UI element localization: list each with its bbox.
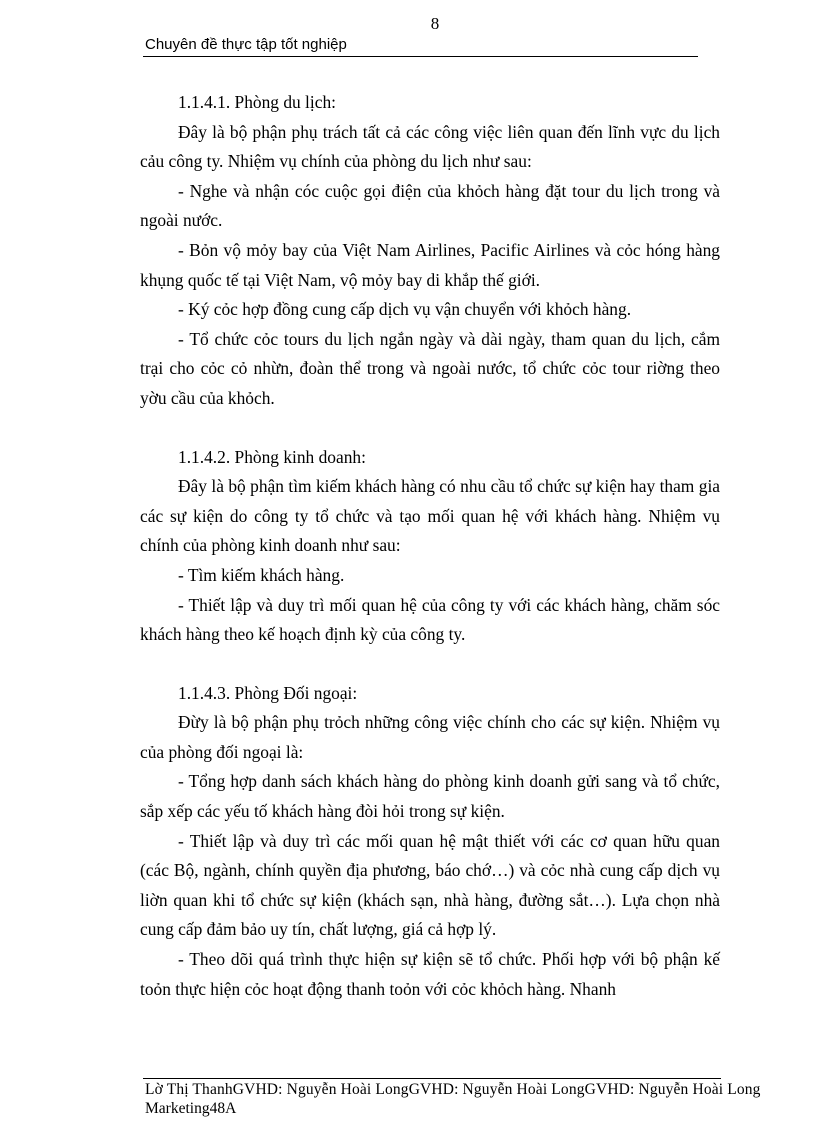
bullet-paragraph: - Ký cỏc hợp đồng cung cấp dịch vụ vận chuyển với khỏch hàng. <box>178 299 632 320</box>
bullet-paragraph: - Thiết lập và duy trì mối quan hệ của công ty với các khách hàng, chăm sóc khách hàng theo kế hoạch định kỳ của công ty. <box>140 594 720 645</box>
section-spacer <box>140 414 720 443</box>
bullet-paragraph: - Tổ chức cỏc tours du lịch ngắn ngày và dài ngày, tham quan du lịch, cắm trại cho cỏc cỏ nhừn, đoàn thể trong và ngoài nước, tổ chức cỏc tour riờng theo yờu cầu của khỏch. <box>140 328 720 408</box>
bullet-paragraph: - Nghe và nhận cóc cuộc gọi điện của khỏch hàng đặt tour du lịch trong và ngoài nước. <box>140 180 720 231</box>
bullet-paragraph: - Theo dõi quá trình thực hiện sự kiện sẽ tổ chức. Phối hợp với bộ phận kế toỏn thực hiện cỏc hoạt động thanh toỏn với cỏc khỏch hàng. Nhanh <box>140 949 720 999</box>
footer-divider <box>143 1078 721 1079</box>
footer-class-line: Marketing48A <box>145 1100 237 1117</box>
section-heading-phong-du-lich: 1.1.4.1. Phòng du lịch: <box>178 92 336 112</box>
bullet-paragraph: - Thiết lập và duy trì các mối quan hệ mật thiết với các cơ quan hữu quan (các Bộ, ngành, chính quyền địa phương, báo chớ…) và cỏc nhà cung cấp dịch vụ liờn quan khi tổ chức sự kiện (khách sạn, nhà hàng, đường sắt…). Lựa chọn nhà cung cấp đảm bảo uy tín, chất lượng, giá cả hợp lý. <box>140 830 720 940</box>
header-title: Chuyên đề thực tập tốt nghiệp <box>145 36 347 53</box>
page-number: 8 <box>430 14 440 33</box>
document-body <box>140 88 720 1004</box>
bullet-paragraph: - Tổng hợp danh sách khách hàng do phòng kinh doanh gửi sang và tổ chức, sắp xếp các yếu tố khách hàng đòi hỏi trong sự kiện. <box>140 771 720 822</box>
paragraph: Đây là bộ phận tìm kiếm khách hàng có nhu cầu tổ chức sự kiện hay tham gia các sự kiện do công ty tổ chức và tạo mối quan hệ với khách hàng. Nhiệm vụ chính của phòng kinh doanh như sau: <box>140 476 720 556</box>
bullet-paragraph: - Bỏn vộ mỏy bay của Việt Nam Airlines, Pacific Airlines và cỏc hóng hàng khụng quốc tế tại Việt Nam, vộ mỏy bay di khắp thế giới. <box>140 239 720 290</box>
section-heading-phong-kinh-doanh: 1.1.4.2. Phòng kinh doanh: <box>178 446 366 467</box>
footer-author-line: Lờ Thị ThanhGVHD: Nguyễn Hoài LongGVHD: Nguyễn Hoài LongGVHD: Nguyễn Hoài Long <box>145 1081 761 1098</box>
section-spacer <box>140 650 720 679</box>
bullet-paragraph: - Tìm kiếm khách hàng. <box>178 564 345 585</box>
paragraph: Đây là bộ phận phụ trách tất cả các công việc liên quan đến lĩnh vực du lịch cảu công ty. Nhiệm vụ chính của phòng du lịch như sau: <box>140 121 720 172</box>
section-heading-phong-doi-ngoai: 1.1.4.3. Phòng Đối ngoại: <box>178 682 358 703</box>
paragraph: Đừy là bộ phận phụ trỏch những công việc chính cho các sự kiện. Nhiệm vụ của phòng đối ngoại là: <box>140 712 720 762</box>
header-divider <box>143 56 698 57</box>
